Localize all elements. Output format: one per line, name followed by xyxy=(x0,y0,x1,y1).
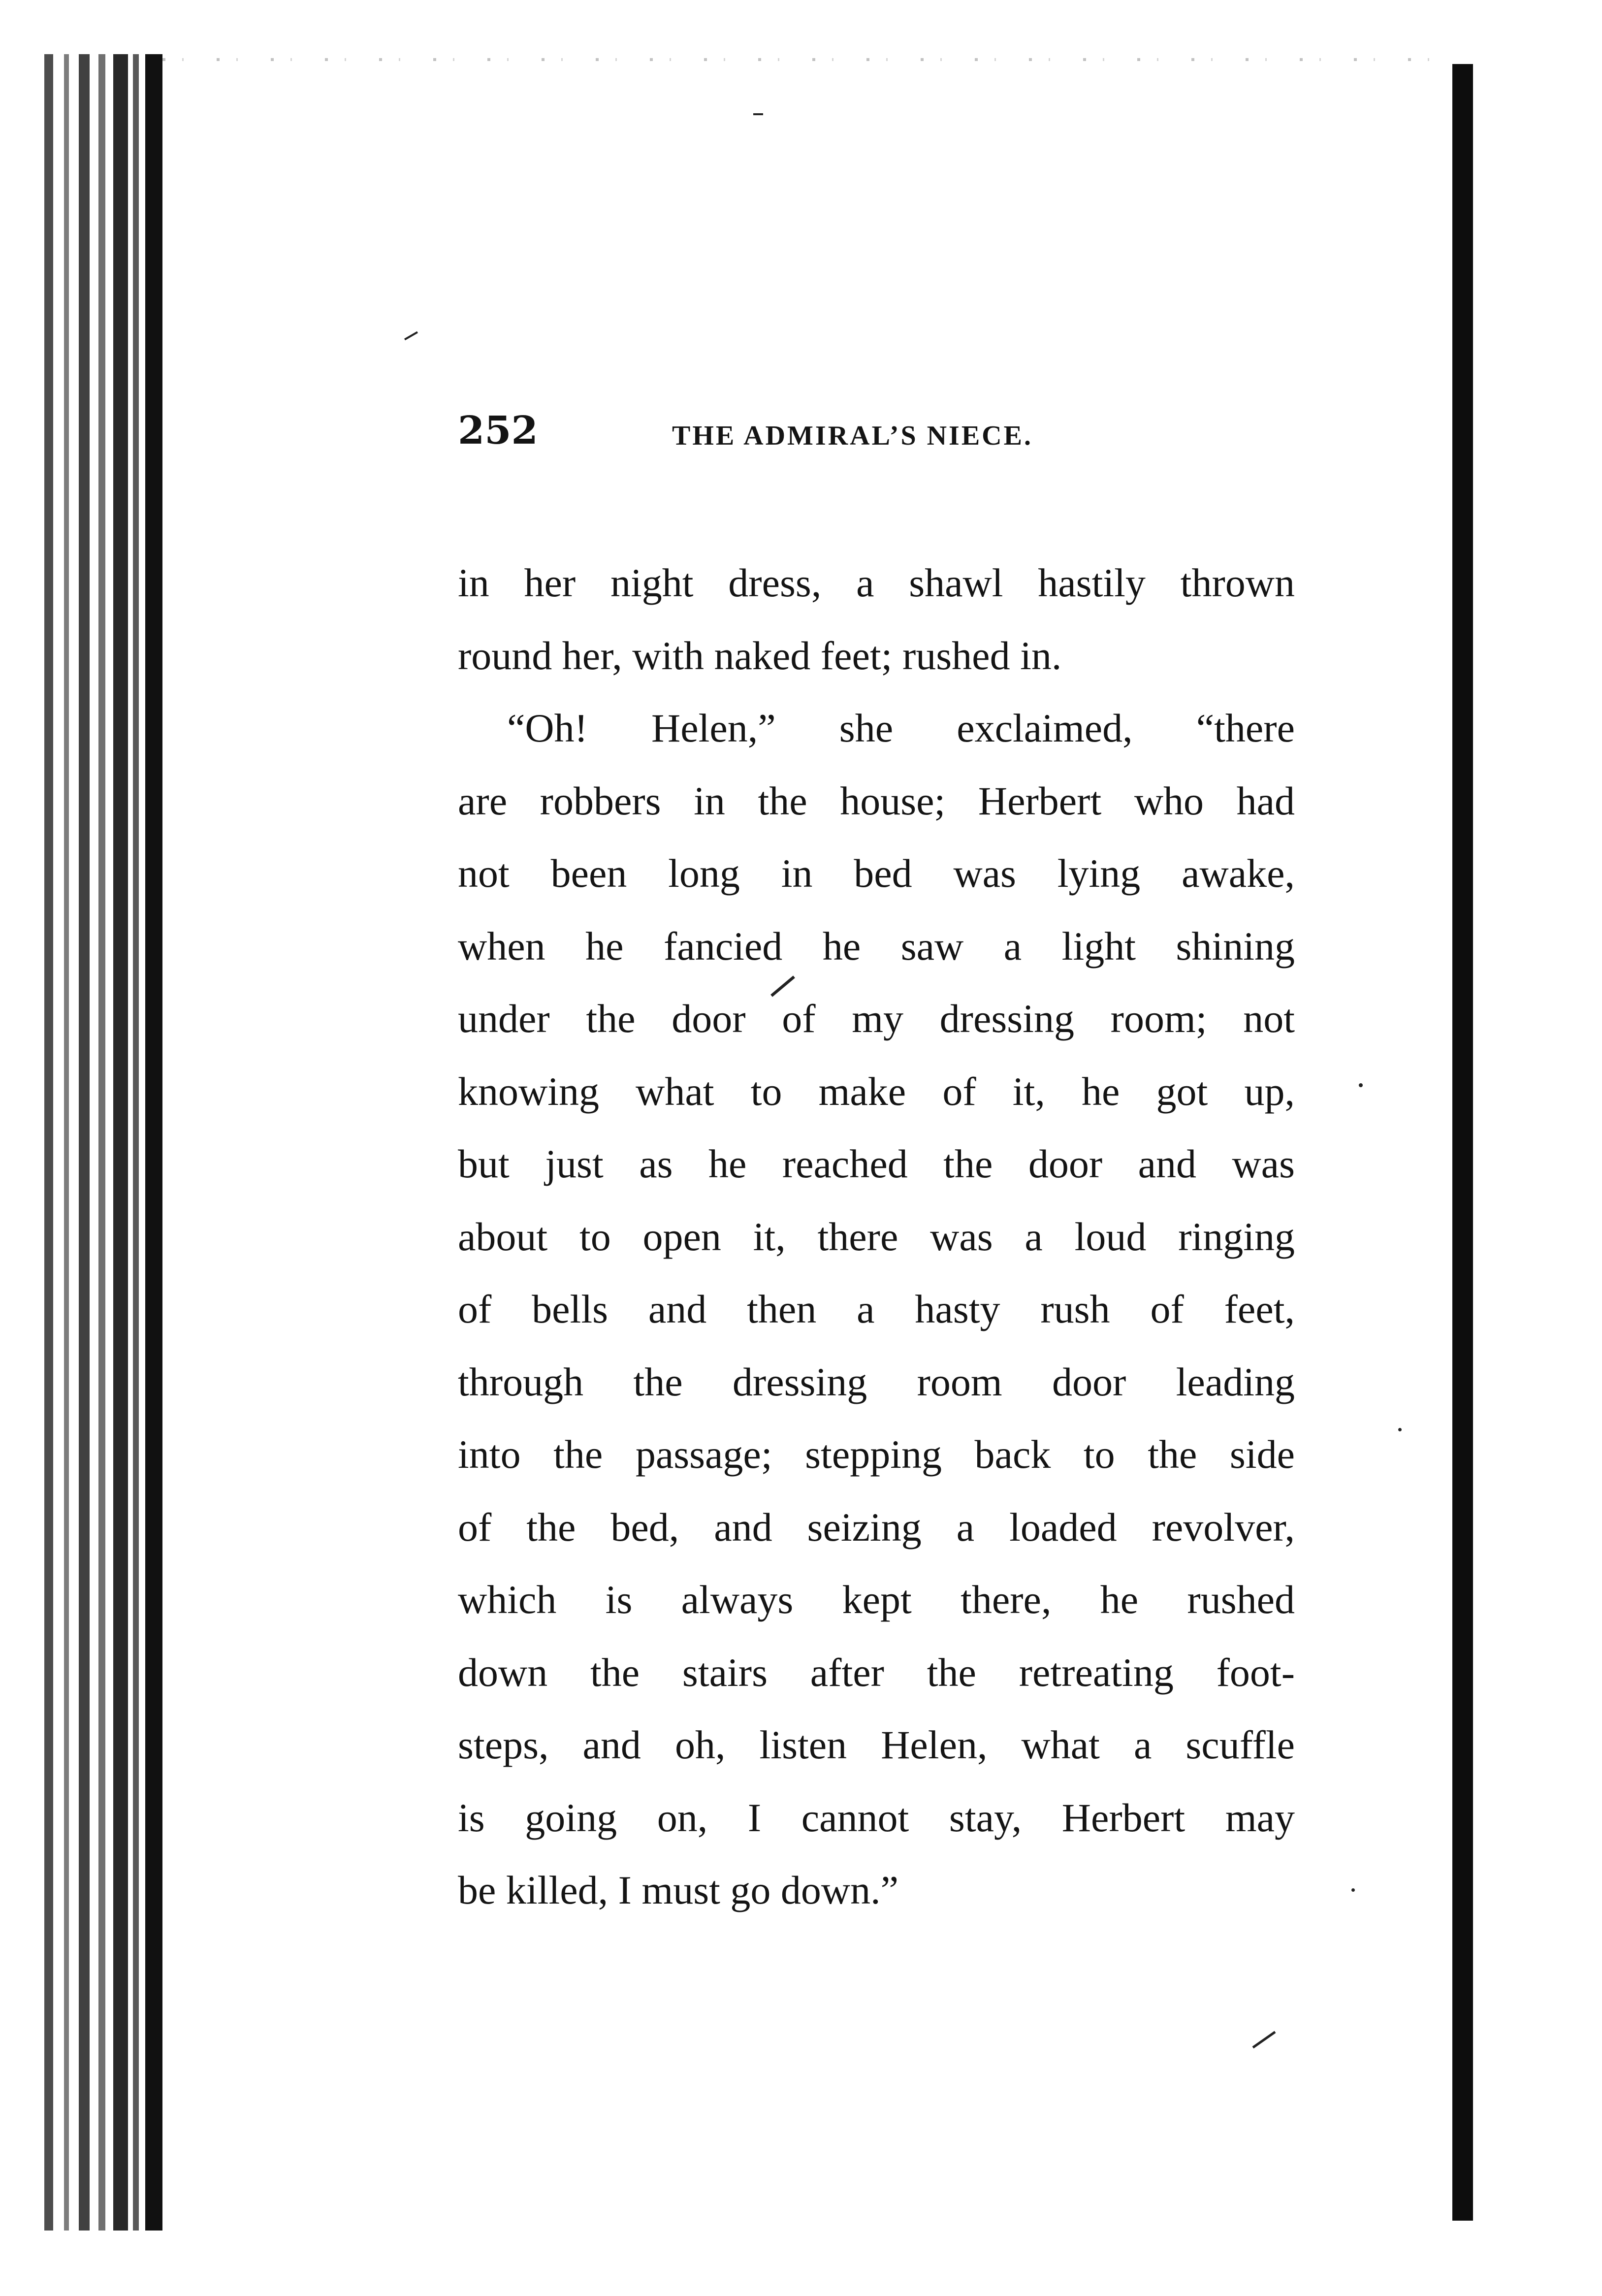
text-line: is going on, I cannot stay, Herbert may xyxy=(458,1795,1295,1840)
page-header xyxy=(458,404,1295,458)
running-title: THE ADMIRAL’S NIECE. xyxy=(672,420,1033,451)
scan-speck xyxy=(1252,2031,1276,2049)
right-page-edge-shadow xyxy=(1452,64,1473,2221)
text-line: down the stairs after the retreating foot- xyxy=(458,1649,1295,1695)
text-line: round her, with naked feet; rushed in. xyxy=(458,633,1062,678)
text-line: in her night dress, a shawl hastily thrown xyxy=(458,560,1295,605)
text-line: but just as he reached the door and was xyxy=(458,1141,1295,1186)
body-text xyxy=(458,547,1295,1927)
text-line: of the bed, and seizing a loaded revolver, xyxy=(458,1504,1295,1550)
text-line: through the dressing room door leading xyxy=(458,1359,1295,1404)
scan-speck xyxy=(404,331,418,340)
text-line: be killed, I must go down.” xyxy=(458,1868,899,1912)
scan-speck xyxy=(1398,1428,1402,1431)
text-line: under the door of my dressing room; not xyxy=(458,996,1295,1041)
text-line: not been long in bed was lying awake, xyxy=(458,851,1295,896)
scan-speck xyxy=(1351,1888,1355,1892)
text-line: which is always kept there, he rushed xyxy=(458,1577,1295,1622)
text-line: when he fancied he saw a light shining xyxy=(458,923,1295,969)
text-line: steps, and oh, listen Helen, what a scuffle xyxy=(458,1722,1295,1767)
scan-speck xyxy=(1359,1083,1363,1087)
text-line: knowing what to make of it, he got up, xyxy=(458,1068,1295,1114)
scan-edge-speckle xyxy=(162,58,1452,61)
book-binding-shadow xyxy=(44,54,167,2231)
text-line: are robbers in the house; Herbert who had xyxy=(458,778,1295,823)
page-number: 252 xyxy=(458,408,538,453)
text-line: about to open it, there was a loud ringing xyxy=(458,1214,1295,1259)
text-line: into the passage; stepping back to the side xyxy=(458,1432,1295,1477)
text-line: of bells and then a hasty rush of feet, xyxy=(458,1287,1295,1331)
text-line: “Oh! Helen,” she exclaimed, “there xyxy=(507,706,1295,750)
scan-speck xyxy=(753,113,763,115)
